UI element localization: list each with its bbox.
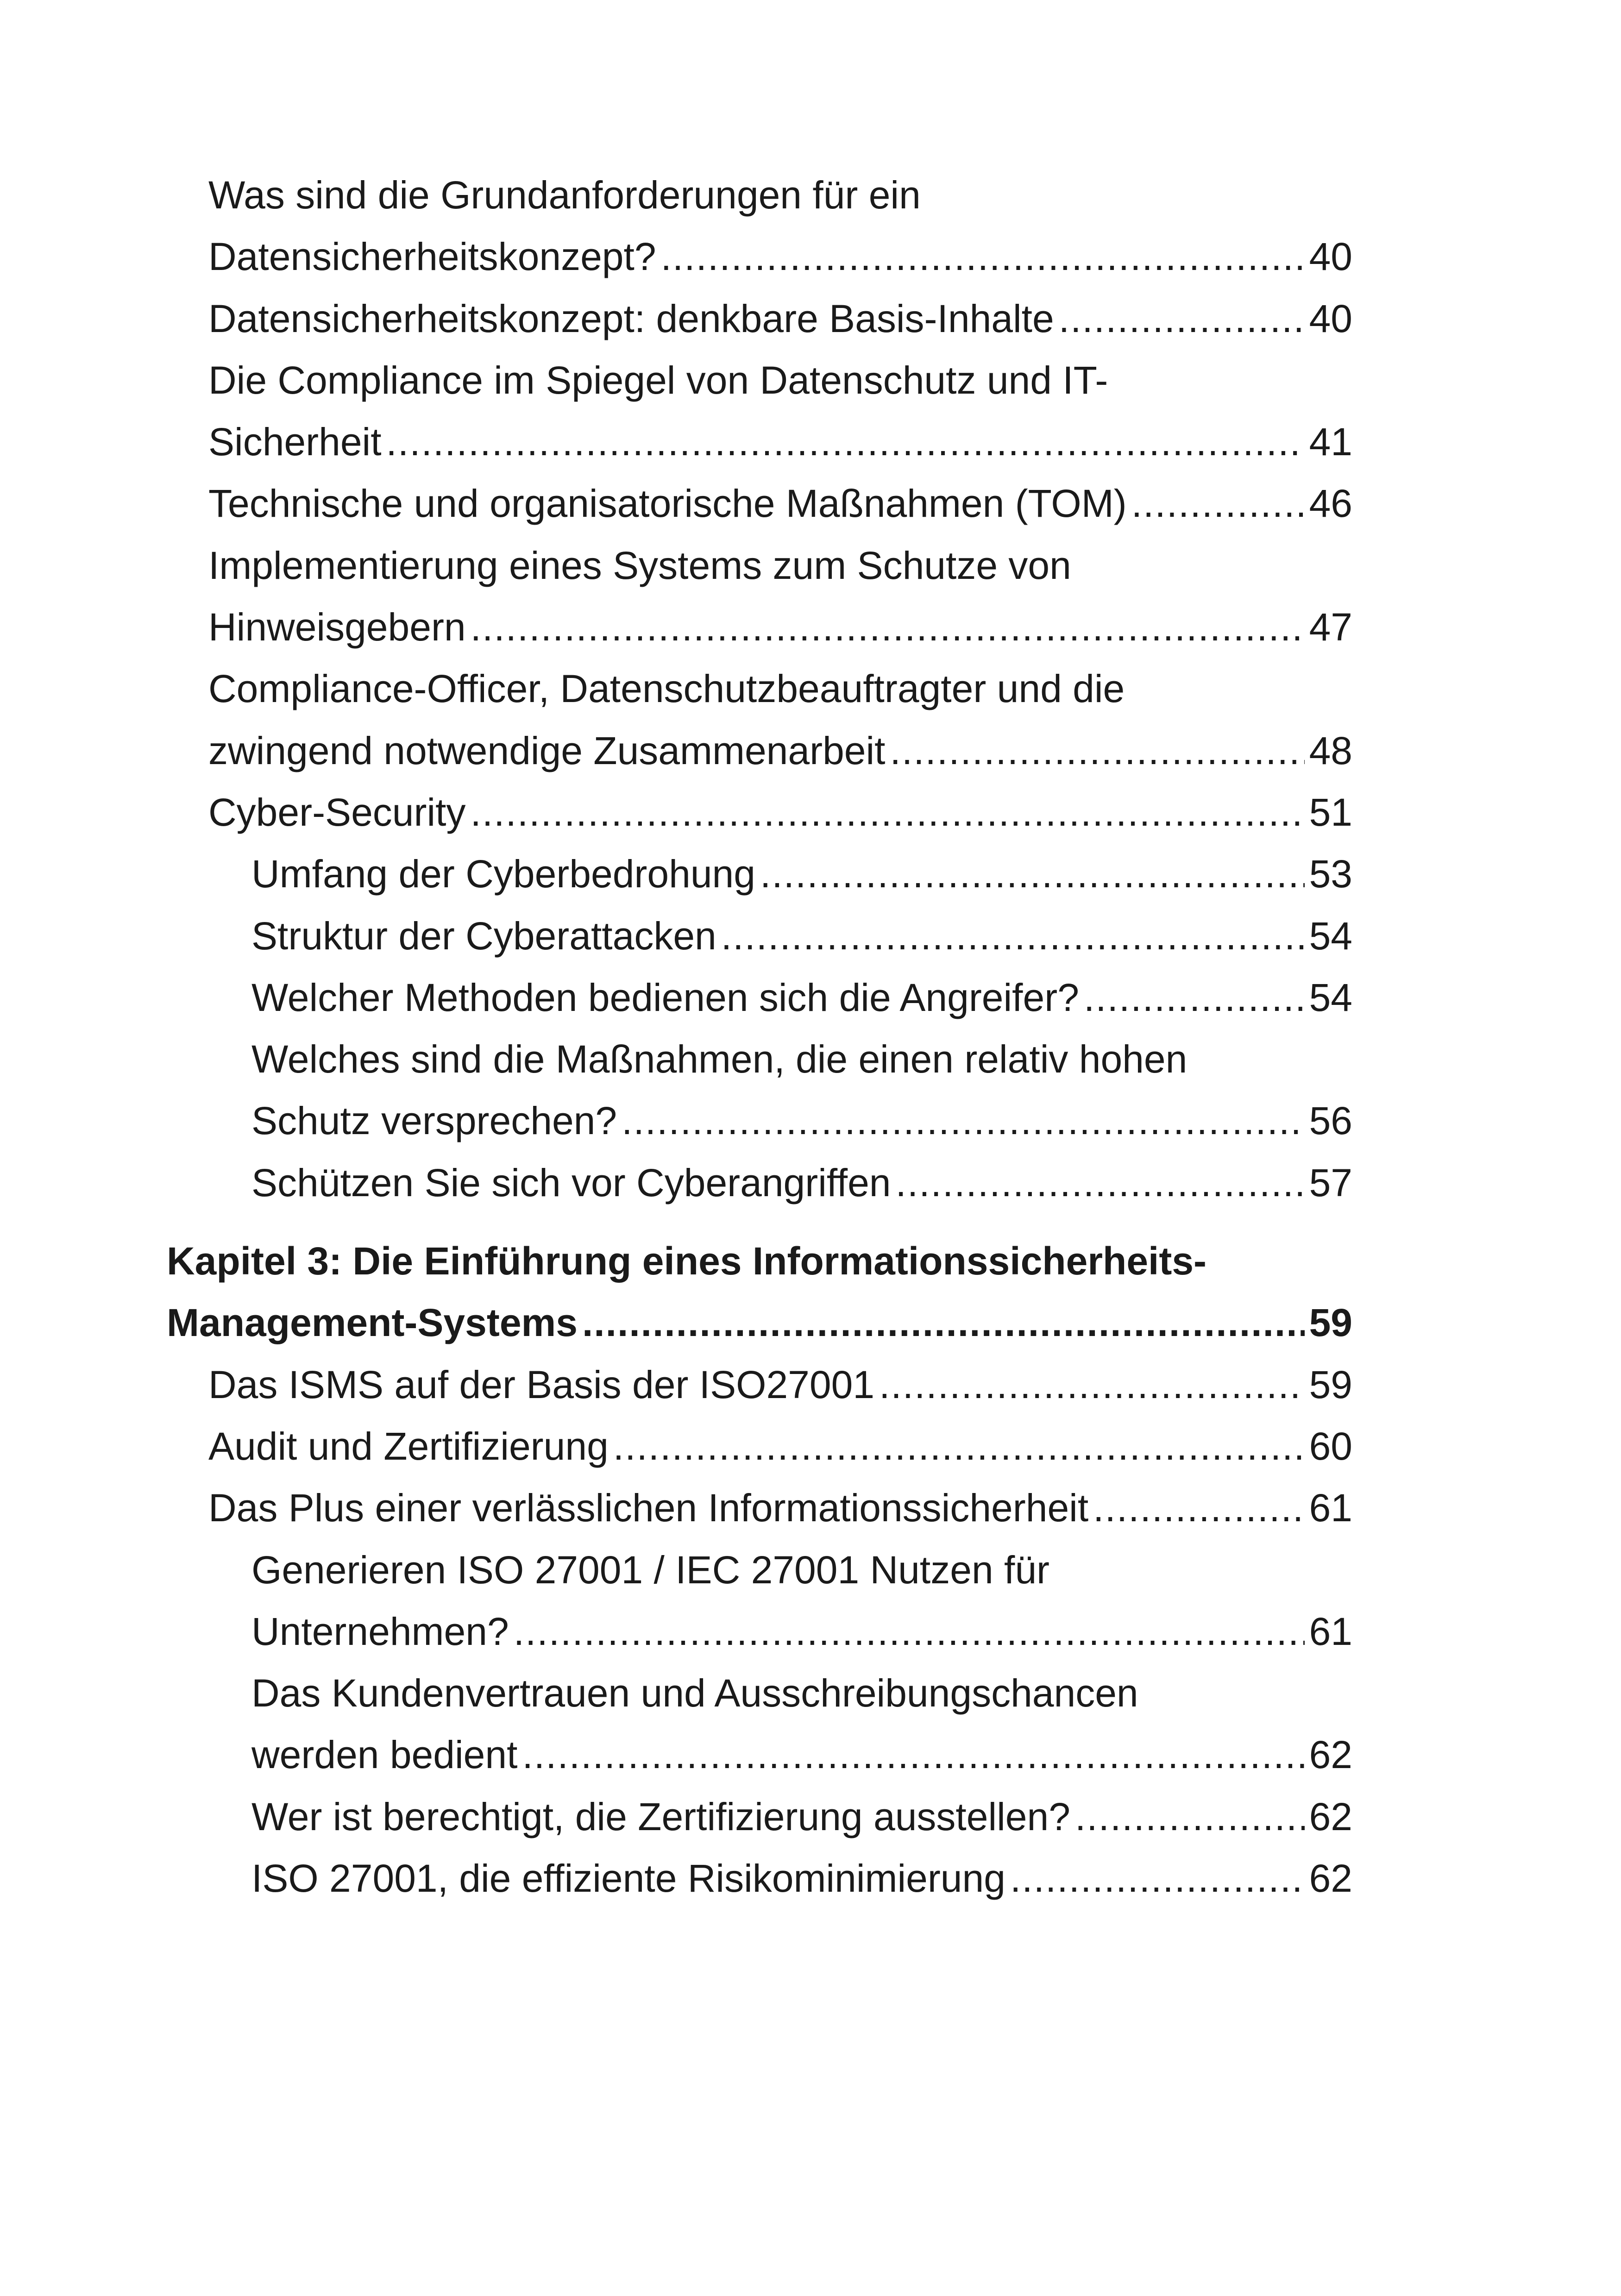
- dot-leader: [721, 905, 1305, 967]
- toc-entry-title: Struktur der Cyberattacken: [251, 914, 716, 958]
- dot-leader: [613, 1416, 1305, 1477]
- toc-entry-line: [251, 1152, 1352, 1214]
- dot-leader: [622, 1090, 1304, 1152]
- toc-page-number: 61: [1309, 1609, 1352, 1653]
- toc-entry-line: [208, 350, 1352, 411]
- toc-entry-title: Umfang der Cyberbedrohung: [251, 852, 755, 896]
- toc-entry-title: Datensicherheitskonzept?: [208, 235, 656, 279]
- toc-entry-title: Technische und organisatorische Maßnahmen (TOM): [208, 482, 1127, 526]
- toc-section-entry[interactable]: [167, 782, 1352, 843]
- toc-page-number: 54: [1309, 975, 1352, 1019]
- toc-entry-title: Sicherheit: [208, 420, 382, 464]
- toc-entry-line: [208, 535, 1352, 596]
- toc-entry-title: Audit und Zertifizierung: [208, 1424, 609, 1468]
- toc-entry-title: Was sind die Grundanforderungen für ein: [208, 173, 921, 217]
- toc-entry-line: [208, 1354, 1352, 1416]
- toc-page-number: 54: [1309, 914, 1352, 958]
- toc-entry-line: [208, 1477, 1352, 1539]
- toc-section-entry[interactable]: [167, 473, 1352, 534]
- toc-page-number: 62: [1309, 1794, 1352, 1838]
- table-of-contents: [167, 164, 1352, 1909]
- toc-entry-title: Welcher Methoden bedienen sich die Angreifer?: [251, 975, 1079, 1019]
- toc-entry-title: Schützen Sie sich vor Cyberangriffen: [251, 1161, 891, 1204]
- toc-page-number: 53: [1309, 852, 1352, 896]
- dot-leader: [760, 843, 1305, 905]
- toc-entry-title: Compliance-Officer, Datenschutzbeauftragter und die: [208, 667, 1125, 711]
- toc-entry-title: Das Plus einer verlässlichen Informationssicherheit: [208, 1486, 1089, 1530]
- toc-section-entry[interactable]: [167, 1477, 1352, 1539]
- toc-entry-line: [251, 1848, 1352, 1909]
- toc-entry-title: Datensicherheitskonzept: denkbare Basis-Inhalte: [208, 296, 1054, 340]
- toc-entry-line: [208, 1416, 1352, 1477]
- toc-subsection-entry[interactable]: [167, 905, 1352, 967]
- toc-page-number: 62: [1309, 1733, 1352, 1777]
- toc-subsection-entry[interactable]: [167, 1662, 1352, 1786]
- toc-section-entry[interactable]: [167, 288, 1352, 350]
- dot-leader: [471, 596, 1305, 658]
- toc-entry-title: Das Kundenvertrauen und Ausschreibungschancen: [251, 1671, 1138, 1715]
- dot-leader: [522, 1724, 1304, 1786]
- dot-leader: [1093, 1477, 1304, 1539]
- dot-leader: [386, 411, 1305, 473]
- dot-leader: [1010, 1848, 1305, 1909]
- toc-page-number: 48: [1309, 728, 1352, 772]
- toc-entry-line: [251, 967, 1352, 1029]
- toc-entry-title: Cyber-Security: [208, 790, 466, 834]
- toc-page-number: 59: [1309, 1301, 1352, 1345]
- toc-section-entry[interactable]: [167, 350, 1352, 473]
- toc-entry-line: [251, 1724, 1352, 1786]
- toc-entry-title: Implementierung eines Systems zum Schutze von: [208, 543, 1071, 587]
- toc-page-number: 51: [1309, 790, 1352, 834]
- toc-entry-title: Unternehmen?: [251, 1609, 509, 1653]
- dot-leader: [1059, 288, 1305, 350]
- toc-entry-line: [251, 1601, 1352, 1662]
- toc-entry-line: [167, 1292, 1352, 1354]
- dot-leader: [582, 1292, 1305, 1354]
- toc-entry-title: Hinweisgebern: [208, 605, 466, 649]
- dot-leader: [1131, 473, 1305, 534]
- toc-page-number: 41: [1309, 420, 1352, 464]
- dot-leader: [661, 226, 1305, 288]
- dot-leader: [890, 720, 1305, 782]
- toc-entry-line: [208, 596, 1352, 658]
- toc-entry-line: [251, 1786, 1352, 1848]
- toc-entry-line: [167, 1230, 1352, 1292]
- toc-section-entry[interactable]: [167, 164, 1352, 288]
- toc-entry-line: [251, 1539, 1352, 1601]
- toc-subsection-entry[interactable]: [167, 1848, 1352, 1909]
- toc-entry-title: Die Compliance im Spiegel von Datenschutz und IT-: [208, 358, 1108, 402]
- toc-entry-line: [208, 782, 1352, 843]
- toc-entry-line: [251, 1662, 1352, 1724]
- toc-subsection-entry[interactable]: [167, 1786, 1352, 1848]
- toc-entry-title: Wer ist berechtigt, die Zertifizierung ausstellen?: [251, 1794, 1070, 1838]
- toc-section-entry[interactable]: [167, 535, 1352, 659]
- dot-leader: [470, 782, 1304, 843]
- toc-entry-title: ISO 27001, die effiziente Risikominimierung: [251, 1857, 1005, 1901]
- toc-entry-title: Welches sind die Maßnahmen, die einen relativ hohen: [251, 1037, 1187, 1081]
- toc-entry-title: Schutz versprechen?: [251, 1099, 617, 1143]
- toc-page-number: 56: [1309, 1099, 1352, 1143]
- toc-subsection-entry[interactable]: [167, 843, 1352, 905]
- toc-entry-title: Generieren ISO 27001 / IEC 27001 Nutzen für: [251, 1548, 1050, 1592]
- dot-leader: [514, 1601, 1305, 1662]
- toc-entry-line: [251, 1029, 1352, 1090]
- toc-entry-line: [208, 288, 1352, 350]
- toc-page-number: 57: [1309, 1161, 1352, 1204]
- toc-entry-line: [251, 1090, 1352, 1152]
- toc-chapter-entry[interactable]: [167, 1230, 1352, 1354]
- toc-entry-line: [208, 164, 1352, 226]
- toc-section-entry[interactable]: [167, 1354, 1352, 1416]
- toc-entry-line: [208, 658, 1352, 720]
- toc-entry-title: zwingend notwendige Zusammenarbeit: [208, 728, 886, 772]
- dot-leader: [1084, 967, 1305, 1029]
- toc-page-number: 61: [1309, 1486, 1352, 1530]
- toc-subsection-entry[interactable]: [167, 967, 1352, 1029]
- toc-entry-line: [251, 843, 1352, 905]
- toc-section-entry[interactable]: [167, 1416, 1352, 1477]
- toc-entry-title: werden bedient: [251, 1733, 518, 1777]
- toc-subsection-entry[interactable]: [167, 1539, 1352, 1663]
- toc-entry-title: Kapitel 3: Die Einführung eines Informationssicherheits-: [167, 1239, 1207, 1283]
- toc-page-number: 40: [1309, 235, 1352, 279]
- toc-entry-line: [208, 720, 1352, 782]
- toc-subsection-entry[interactable]: [167, 1152, 1352, 1214]
- toc-page-number: 62: [1309, 1857, 1352, 1901]
- toc-entry-title: Das ISMS auf der Basis der ISO27001: [208, 1362, 875, 1406]
- dot-leader: [896, 1152, 1305, 1214]
- toc-entry-line: [208, 226, 1352, 288]
- toc-page-number: 40: [1309, 296, 1352, 340]
- toc-page-number: 60: [1309, 1424, 1352, 1468]
- toc-section-entry[interactable]: [167, 658, 1352, 782]
- dot-leader: [1075, 1786, 1305, 1848]
- toc-entry-title: Management-Systems: [167, 1301, 578, 1345]
- toc-entry-line: [251, 905, 1352, 967]
- toc-page-number: 59: [1309, 1362, 1352, 1406]
- toc-page-number: 46: [1309, 482, 1352, 526]
- toc-subsection-entry[interactable]: [167, 1029, 1352, 1152]
- toc-entry-line: [208, 411, 1352, 473]
- toc-page-number: 47: [1309, 605, 1352, 649]
- toc-entry-line: [208, 473, 1352, 534]
- dot-leader: [879, 1354, 1305, 1416]
